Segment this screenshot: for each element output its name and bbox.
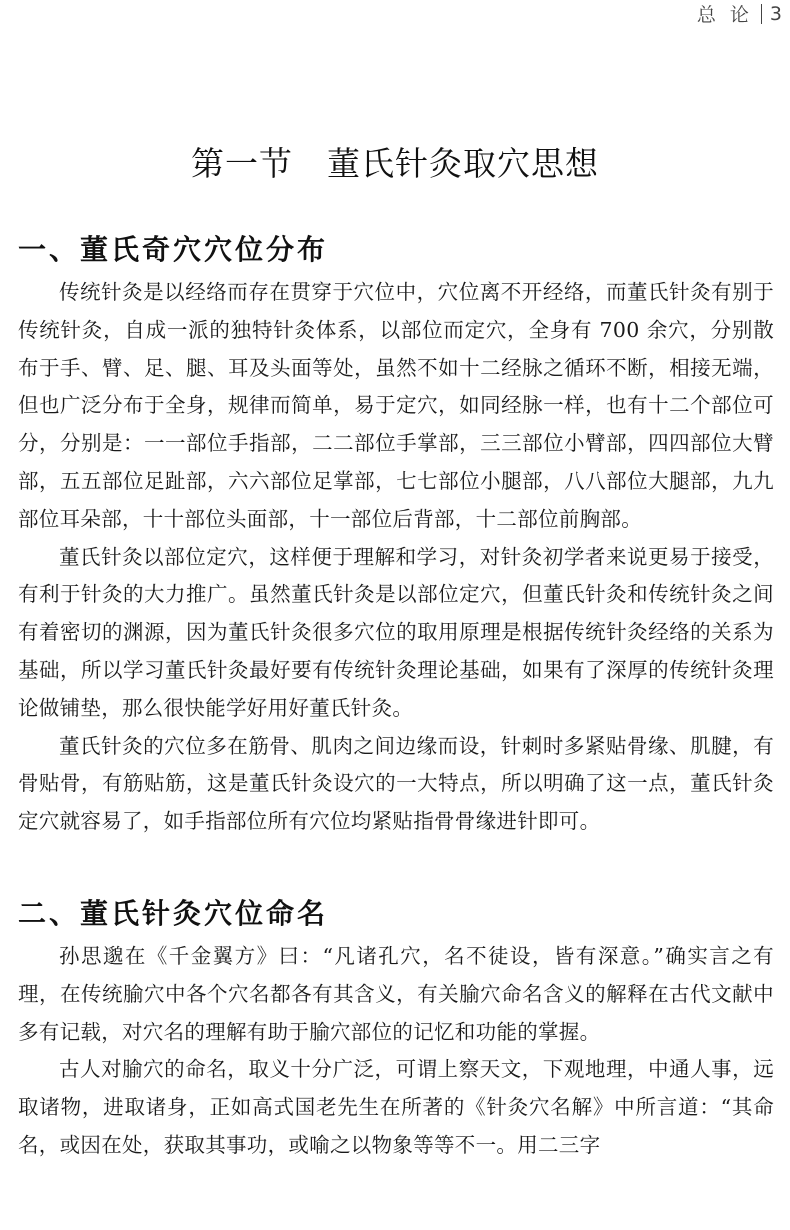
page-number: 3 — [769, 2, 782, 25]
paragraph: 董氏针灸以部位定穴，这样便于理解和学习，对针灸初学者来说更易于接受，有利于针灸的大力推广。虽然董氏针灸是以部位定穴，但董氏针灸和传统针灸之间有着密切的渊源，因为董氏针灸很多穴位的取用原理是根据传统针灸经络的关系为基础，所以学习董氏针灸最好要有传统针灸理论基础，如果有了深厚的传统针灸理论做铺垫，那么很快能学好用好董氏针灸。 — [18, 544, 774, 720]
section-title — [0, 138, 790, 185]
paragraph: 孙思邈在《千金翼方》曰：“凡诸孔穴，名不徒设，皆有深意。”确实言之有理，在传统腧穴中各个穴名都各有其含义，有关腧穴命名含义的解释在古代文献中多有记载，对穴名的理解有助于腧穴部位的记忆和功能的掌握。 — [18, 944, 774, 1044]
running-head — [697, 0, 782, 27]
section-number: 第一节 — [191, 144, 293, 183]
subsection-1 — [18, 228, 774, 841]
subsection-2 — [18, 892, 774, 1165]
running-head-divider — [761, 4, 762, 24]
running-head-label: 总 论 — [696, 4, 753, 26]
paragraph: 传统针灸是以经络而存在贯穿于穴位中，穴位离不开经络，而董氏针灸有别于传统针灸，自成一派的独特针灸体系，以部位而定穴，全身有 700 余穴，分别散布于手、臂、足、腿、耳及头面等处，虽然不如十二经脉之循环不断，相接无端，但也广泛分布于全身，规律而简单，易于定穴，如同经脉一样，也有十二个部位可分，分别是：一一部位手指部，二二部位手掌部，三三部位小臂部，四四部位大臂部，五五部位足趾部，六六部位足掌部，七七部位小腿部，八八部位大腿部，九九部位耳朵部，十十部位头面部，十一部位后背部，十二部位前胸部。 — [18, 280, 774, 531]
section-title-text: 董氏针灸取穴思想 — [327, 144, 599, 183]
subsection-heading: 一、董氏奇穴穴位分布 — [18, 233, 329, 266]
paragraph: 古人对腧穴的命名，取义十分广泛，可谓上察天文，下观地理，中通人事，远取诸物，进取诸身，正如高式国老先生在所著的《针灸穴名解》中所言道：“其命名，或因在处，获取其事功，或喻之以物象等等不一。用二三字 — [18, 1057, 774, 1157]
paragraph: 董氏针灸的穴位多在筋骨、肌肉之间边缘而设，针刺时多紧贴骨缘、肌腱，有骨贴骨，有筋贴筋，这是董氏针灸设穴的一大特点，所以明确了这一点，董氏针灸定穴就容易了，如手指部位所有穴位均紧贴指骨骨缘进针即可。 — [18, 733, 774, 834]
subsection-heading: 二、董氏针灸穴位命名 — [18, 897, 329, 930]
